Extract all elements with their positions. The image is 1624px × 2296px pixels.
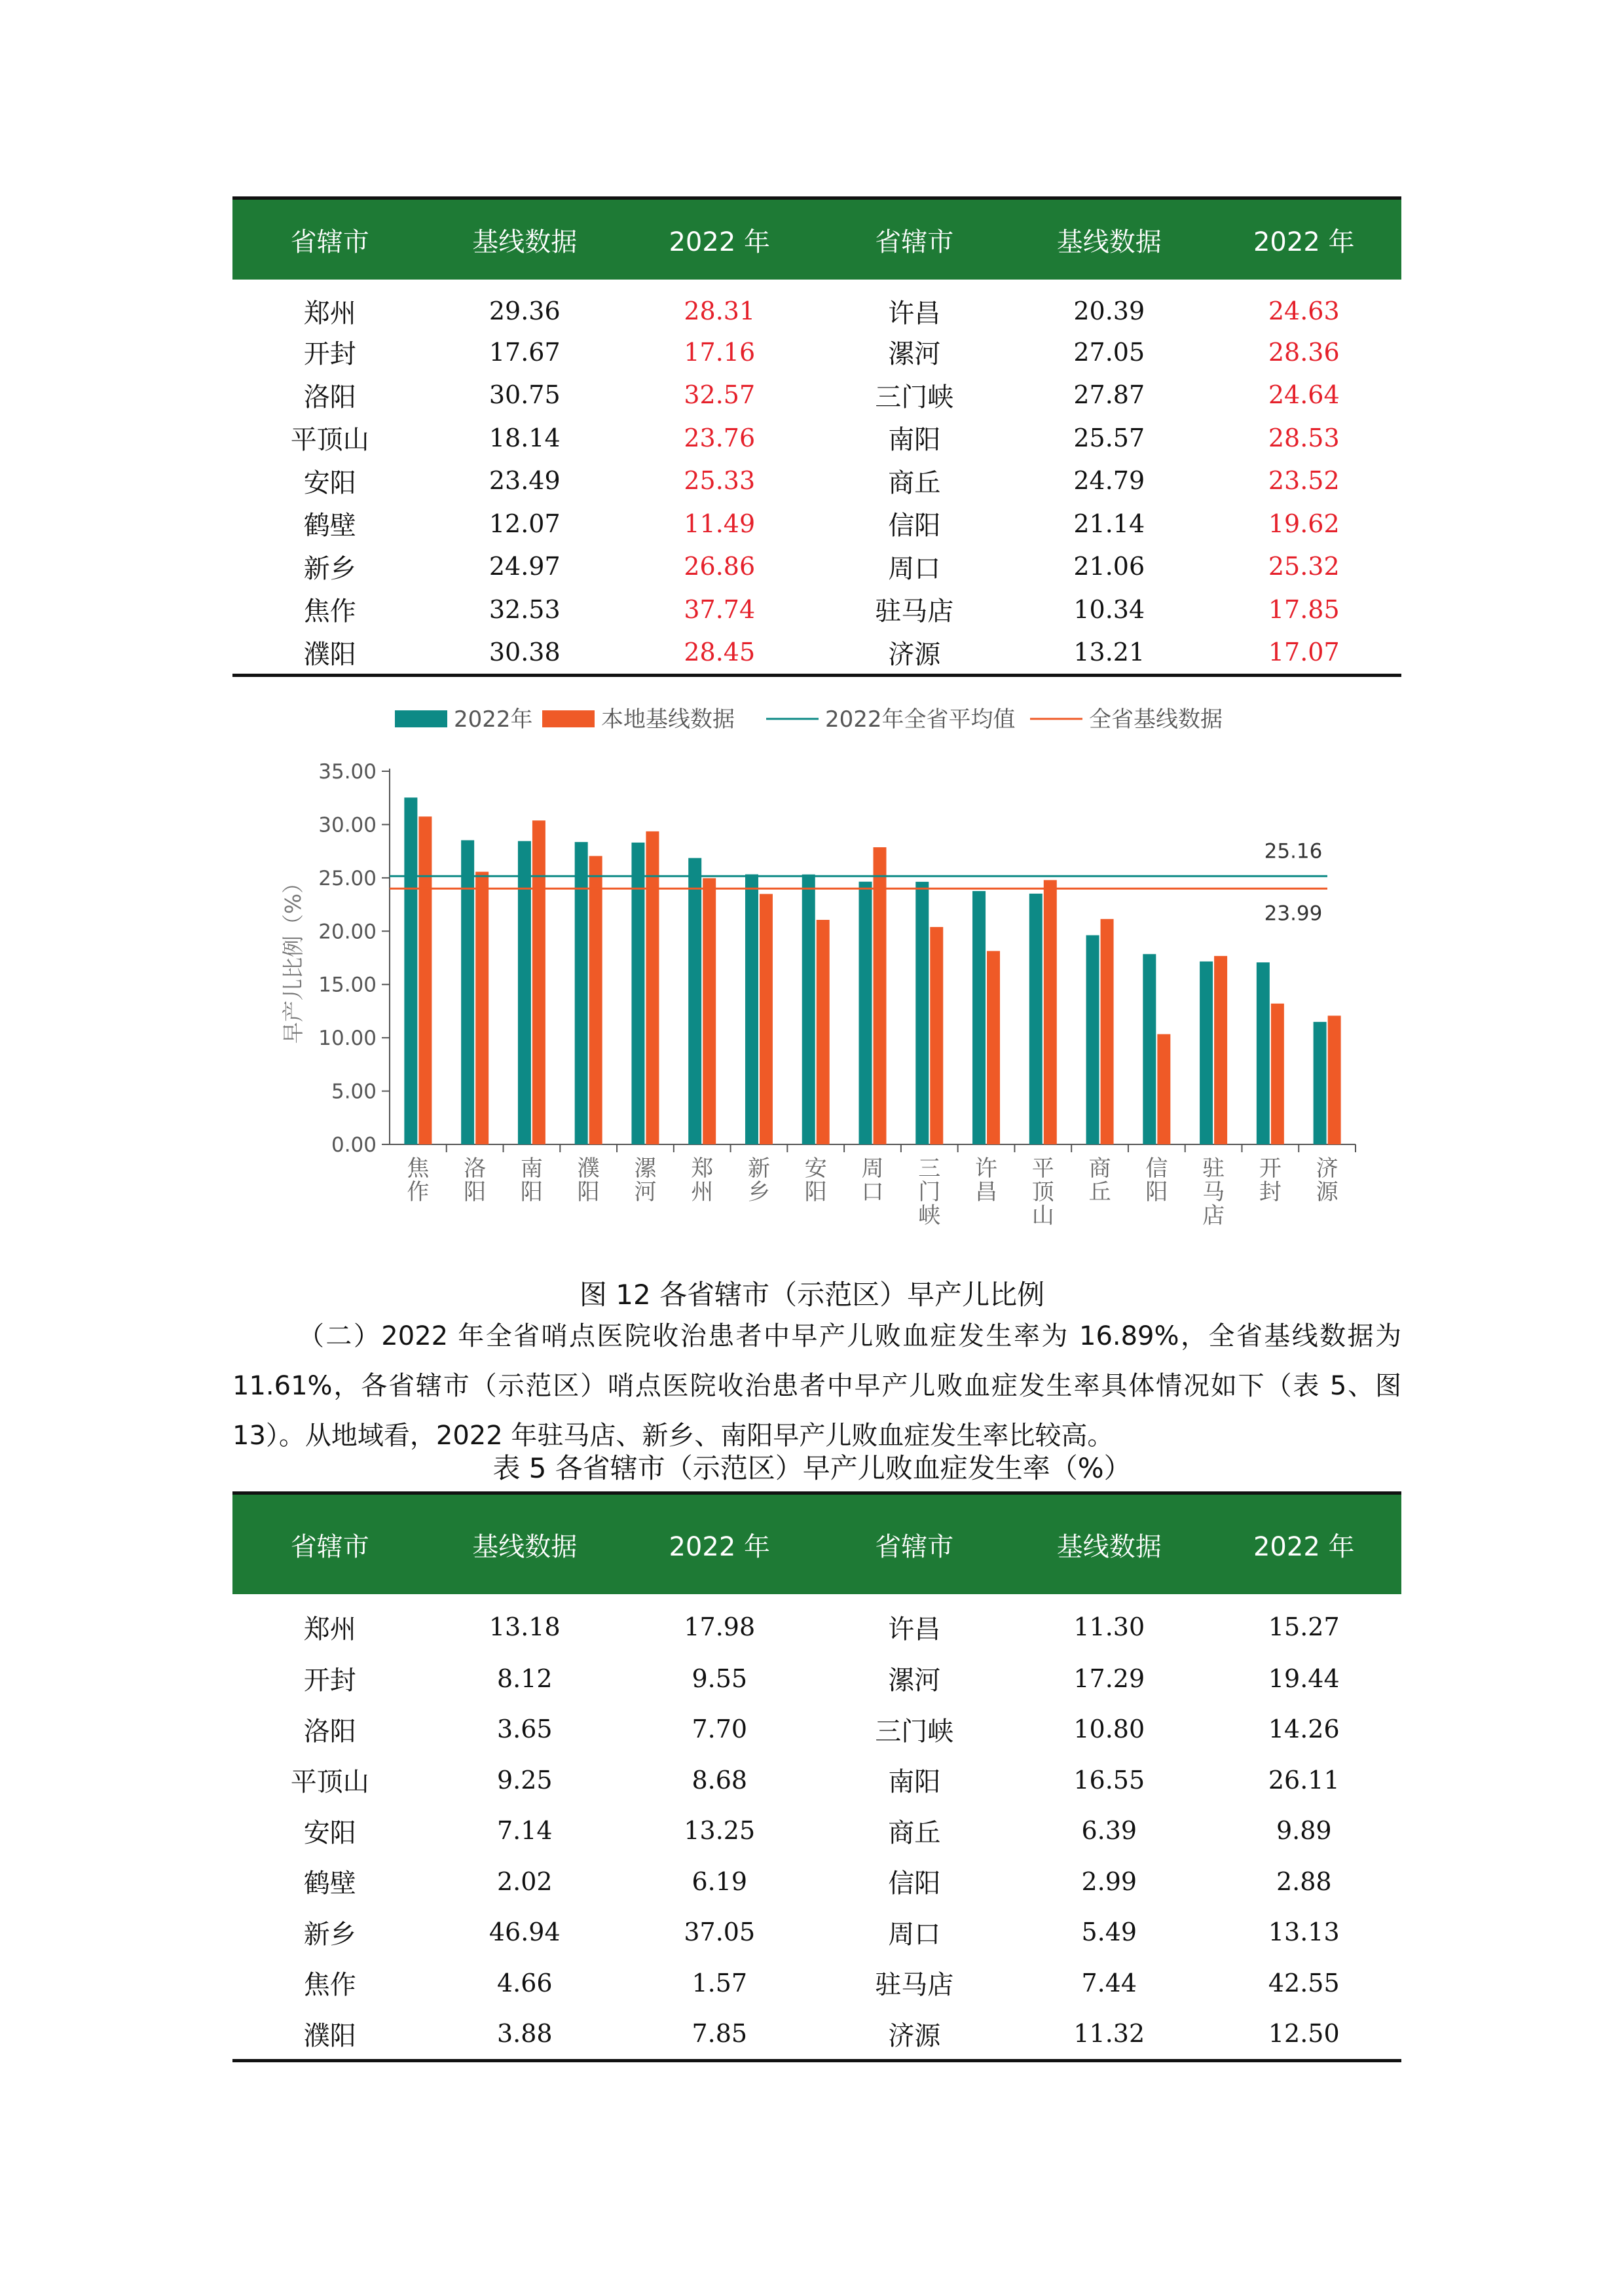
year-2022-cell: 42.55	[1268, 1968, 1340, 1997]
baseline-cell: 24.97	[489, 552, 561, 581]
bar-2022	[745, 874, 758, 1144]
table-row	[232, 1907, 1401, 1958]
baseline-cell: 2.99	[1081, 1867, 1137, 1896]
x-tick-label: 周口	[861, 1156, 884, 1205]
bar-baseline	[874, 847, 887, 1144]
bar-baseline	[930, 927, 943, 1144]
bar-2022	[404, 797, 417, 1144]
year-2022-cell: 24.63	[1268, 297, 1340, 325]
city-cell: 平顶山	[290, 1767, 369, 1798]
city-cell: 许昌	[888, 1614, 941, 1645]
y-tick-label: 20.00	[318, 920, 377, 944]
baseline-cell: 23.49	[489, 466, 561, 496]
table-row	[232, 1704, 1401, 1755]
table-row	[232, 1856, 1401, 1907]
bar-baseline	[475, 872, 489, 1144]
bar-baseline	[532, 820, 545, 1144]
baseline-cell: 24.79	[1073, 466, 1145, 496]
baseline-cell: 7.44	[1081, 1968, 1137, 1997]
x-tick-label: 商丘	[1088, 1156, 1111, 1205]
table-row	[232, 1755, 1401, 1806]
bar-baseline	[418, 816, 432, 1144]
legend-label: 本地基线数据	[601, 706, 735, 733]
city-cell: 周口	[888, 553, 941, 584]
city-cell: 洛阳	[303, 382, 356, 412]
y-tick-label: 5.00	[331, 1080, 377, 1104]
col-header: 基线数据	[428, 1493, 623, 1595]
bar-baseline	[1157, 1034, 1170, 1144]
figure-caption: 图 12 各省辖市（示范区）早产儿比例	[579, 1279, 1045, 1311]
ref-line-label: 23.99	[1264, 902, 1323, 926]
col-header: 省辖市	[817, 1493, 1012, 1595]
year-2022-cell: 26.11	[1268, 1765, 1340, 1795]
city-cell: 安阳	[303, 467, 356, 498]
y-tick-label: 25.00	[318, 866, 377, 890]
bar-2022	[1143, 954, 1156, 1144]
baseline-cell: 30.75	[489, 380, 561, 410]
x-tick-label: 安阳	[804, 1156, 827, 1205]
x-tick-label: 南阳	[520, 1156, 543, 1205]
baseline-cell: 27.87	[1073, 380, 1145, 410]
city-cell: 郑州	[303, 298, 356, 329]
bar-2022	[575, 842, 588, 1144]
x-tick-label: 济源	[1316, 1156, 1338, 1205]
year-2022-cell: 14.26	[1268, 1715, 1340, 1744]
city-cell: 新乡	[303, 1919, 356, 1950]
bar-2022	[972, 891, 986, 1144]
x-tick-label: 许昌	[975, 1156, 998, 1205]
city-cell: 濮阳	[232, 631, 428, 676]
city-cell: 信阳	[888, 511, 941, 541]
year-2022-cell: 8.68	[692, 1765, 748, 1795]
table-5	[232, 1491, 1401, 2062]
table-row	[232, 460, 1401, 503]
city-cell: 南阳	[888, 1767, 941, 1798]
year-2022-cell: 28.53	[1268, 423, 1340, 452]
x-tick-label: 郑州	[691, 1156, 714, 1205]
city-cell: 驻马店	[875, 1970, 954, 2001]
bar-baseline	[987, 951, 1000, 1144]
col-header: 省辖市	[232, 198, 428, 280]
legend-swatch	[395, 710, 447, 727]
year-2022-cell: 15.27	[1268, 1613, 1340, 1641]
city-cell: 南阳	[888, 425, 941, 456]
legend-label: 2022年全省平均值	[825, 706, 1016, 733]
city-cell: 郑州	[303, 1614, 356, 1645]
table-row	[232, 588, 1401, 631]
city-cell: 济源	[817, 631, 1012, 676]
year-2022-cell: 25.33	[684, 466, 756, 496]
bar-baseline	[646, 831, 659, 1144]
city-cell: 开封	[303, 1666, 356, 1696]
year-2022-cell: 23.52	[1268, 466, 1340, 496]
baseline-cell: 11.32	[1012, 2009, 1207, 2061]
baseline-cell: 17.29	[1073, 1664, 1145, 1693]
year-2022-cell: 7.85	[622, 2009, 817, 2061]
baseline-cell: 16.55	[1073, 1765, 1145, 1795]
city-cell: 漯河	[888, 339, 941, 370]
city-cell: 商丘	[888, 467, 941, 498]
col-header: 2022 年	[1207, 198, 1402, 280]
table-row	[232, 631, 1401, 676]
table-row	[232, 545, 1401, 589]
year-2022-cell: 26.86	[684, 552, 756, 581]
year-2022-cell: 2.88	[1276, 1867, 1332, 1896]
col-header: 基线数据	[1012, 198, 1207, 280]
baseline-cell: 3.65	[496, 1715, 553, 1744]
year-2022-cell: 13.13	[1268, 1918, 1340, 1947]
city-cell: 济源	[817, 2009, 1012, 2061]
col-header: 2022 年	[622, 198, 817, 280]
year-2022-cell: 7.70	[692, 1715, 748, 1744]
table-row	[232, 331, 1401, 374]
col-header: 2022 年	[622, 1493, 817, 1595]
baseline-cell: 5.49	[1081, 1918, 1137, 1947]
city-cell: 驻马店	[875, 596, 954, 627]
bar-2022	[1200, 962, 1213, 1144]
baseline-cell: 8.12	[496, 1664, 553, 1693]
year-2022-cell: 9.55	[692, 1664, 748, 1693]
city-cell: 周口	[888, 1919, 941, 1950]
y-axis-label: 早产儿比例（%）	[280, 871, 306, 1044]
year-2022-cell: 13.25	[684, 1816, 756, 1846]
x-tick-label: 新乡	[747, 1156, 770, 1205]
year-2022-cell: 28.36	[1268, 337, 1340, 367]
year-2022-cell: 11.49	[684, 509, 756, 538]
x-tick-label: 焦作	[407, 1156, 430, 1205]
table-row	[232, 374, 1401, 417]
baseline-cell: 4.66	[496, 1968, 553, 1997]
bar-2022	[802, 875, 815, 1144]
year-2022-cell: 17.85	[1268, 594, 1340, 624]
city-cell: 洛阳	[303, 1716, 356, 1747]
city-cell: 信阳	[888, 1868, 941, 1899]
y-tick-label: 35.00	[318, 760, 377, 784]
baseline-cell: 11.30	[1073, 1613, 1145, 1641]
x-tick-label: 三门峡	[918, 1156, 941, 1229]
table-row	[232, 1958, 1401, 2009]
city-cell: 新乡	[303, 553, 356, 584]
baseline-cell: 29.36	[489, 297, 561, 325]
city-cell: 三门峡	[875, 382, 954, 412]
legend-swatch	[542, 710, 595, 727]
x-tick-label: 开封	[1259, 1156, 1282, 1205]
year-2022-cell: 9.89	[1276, 1816, 1332, 1846]
bar-2022	[1257, 962, 1270, 1144]
ref-line-label: 25.16	[1264, 839, 1323, 864]
legend-label: 2022年	[454, 706, 533, 733]
table-row	[232, 1653, 1401, 1704]
table-row	[232, 502, 1401, 545]
baseline-cell: 20.39	[1073, 297, 1145, 325]
bar-baseline	[1271, 1004, 1284, 1144]
baseline-cell: 32.53	[489, 594, 561, 624]
table-header-row	[232, 1493, 1401, 1595]
bar-baseline	[1328, 1015, 1341, 1144]
city-cell: 三门峡	[875, 1716, 954, 1747]
bar-2022	[859, 882, 872, 1144]
bar-baseline	[703, 878, 716, 1144]
table-row	[232, 2009, 1401, 2061]
x-tick-label: 洛阳	[464, 1156, 487, 1205]
col-header: 基线数据	[428, 198, 623, 280]
baseline-cell: 3.88	[428, 2009, 623, 2061]
baseline-cell: 18.14	[489, 423, 561, 452]
bar-2022	[1029, 894, 1043, 1144]
year-2022-cell: 28.45	[622, 631, 817, 676]
bar-baseline	[1044, 880, 1057, 1144]
year-2022-cell: 1.57	[692, 1968, 748, 1997]
x-tick-label: 平顶山	[1031, 1156, 1054, 1229]
table-title: 表 5 各省辖市（示范区）早产儿败血症发生率（%）	[492, 1452, 1132, 1484]
baseline-cell: 12.07	[489, 509, 561, 538]
baseline-cell: 30.38	[428, 631, 623, 676]
year-2022-cell: 17.07	[1207, 631, 1402, 676]
baseline-cell: 10.80	[1073, 1715, 1145, 1744]
bar-baseline	[1101, 919, 1114, 1144]
baseline-cell: 17.67	[489, 337, 561, 367]
col-header: 省辖市	[817, 198, 1012, 280]
city-cell: 焦作	[303, 596, 356, 627]
year-2022-cell: 25.32	[1268, 552, 1340, 581]
bar-2022	[688, 858, 701, 1144]
y-tick-label: 0.00	[331, 1133, 377, 1157]
year-2022-cell: 37.05	[684, 1918, 756, 1947]
city-cell: 鹤壁	[303, 511, 356, 541]
city-cell: 焦作	[303, 1970, 356, 2001]
city-cell: 许昌	[888, 298, 941, 329]
year-2022-cell: 23.76	[684, 423, 756, 452]
baseline-cell: 6.39	[1081, 1816, 1137, 1846]
x-tick-label: 濮阳	[577, 1156, 600, 1205]
year-2022-cell: 17.98	[684, 1613, 756, 1641]
col-header: 2022 年	[1207, 1493, 1402, 1595]
col-header: 基线数据	[1012, 1493, 1207, 1595]
year-2022-cell: 24.64	[1268, 380, 1340, 410]
baseline-cell: 10.34	[1073, 594, 1145, 624]
city-cell: 安阳	[303, 1817, 356, 1848]
year-2022-cell: 32.57	[684, 380, 756, 410]
table-row	[232, 280, 1401, 331]
baseline-cell: 27.05	[1073, 337, 1145, 367]
legend-label: 全省基线数据	[1089, 706, 1223, 733]
baseline-cell: 13.18	[489, 1613, 561, 1641]
year-2022-cell: 28.31	[684, 297, 756, 325]
bar-2022	[915, 882, 929, 1144]
y-tick-label: 10.00	[318, 1027, 377, 1051]
bar-baseline	[1214, 956, 1227, 1144]
city-cell: 漯河	[888, 1666, 941, 1696]
table-row	[232, 1594, 1401, 1653]
bar-2022	[461, 840, 474, 1144]
x-tick-label: 信阳	[1145, 1156, 1168, 1205]
baseline-cell: 2.02	[496, 1867, 553, 1896]
table-header-row	[232, 198, 1401, 280]
baseline-cell: 9.25	[496, 1765, 553, 1795]
city-cell: 商丘	[888, 1817, 941, 1848]
bar-2022	[1086, 935, 1099, 1144]
body-paragraph: （二）2022 年全省哨点医院收治患者中早产儿败血症发生率为 16.89%，全省基线数据为 11.61%，各省辖市（示范区）哨点医院收治患者中早产儿败血症发生率具体情况如下（表 5、图 13）。从地域看，2022 年驻马店、新乡、南阳早产儿败血症发生率比较高。	[232, 1321, 1401, 1451]
x-tick-label: 驻马店	[1202, 1156, 1225, 1229]
y-tick-label: 30.00	[318, 813, 377, 837]
bar-baseline	[589, 856, 602, 1144]
baseline-cell: 21.06	[1073, 552, 1145, 581]
x-tick-label: 漯河	[634, 1156, 657, 1205]
year-2022-cell: 37.74	[684, 594, 756, 624]
city-cell: 鹤壁	[303, 1868, 356, 1899]
baseline-cell: 46.94	[489, 1918, 561, 1947]
year-2022-cell: 19.44	[1268, 1664, 1340, 1693]
city-cell: 平顶山	[290, 425, 369, 456]
year-2022-cell: 6.19	[692, 1867, 748, 1896]
table-row	[232, 416, 1401, 460]
year-2022-cell: 17.16	[684, 337, 756, 367]
bar-2022	[1314, 1022, 1327, 1144]
table-4	[232, 196, 1401, 677]
col-header: 省辖市	[232, 1493, 428, 1595]
baseline-cell: 7.14	[496, 1816, 553, 1846]
table-row	[232, 1806, 1401, 1857]
premature-ratio-chart	[232, 681, 1401, 1257]
baseline-cell: 25.57	[1073, 423, 1145, 452]
bar-2022	[518, 841, 531, 1144]
baseline-cell: 13.21	[1012, 631, 1207, 676]
bar-baseline	[760, 894, 773, 1144]
bar-baseline	[817, 920, 830, 1144]
y-tick-label: 15.00	[318, 973, 377, 997]
year-2022-cell: 19.62	[1268, 509, 1340, 538]
year-2022-cell: 12.50	[1207, 2009, 1402, 2061]
baseline-cell: 21.14	[1073, 509, 1145, 538]
city-cell: 濮阳	[232, 2009, 428, 2061]
city-cell: 开封	[303, 339, 356, 370]
